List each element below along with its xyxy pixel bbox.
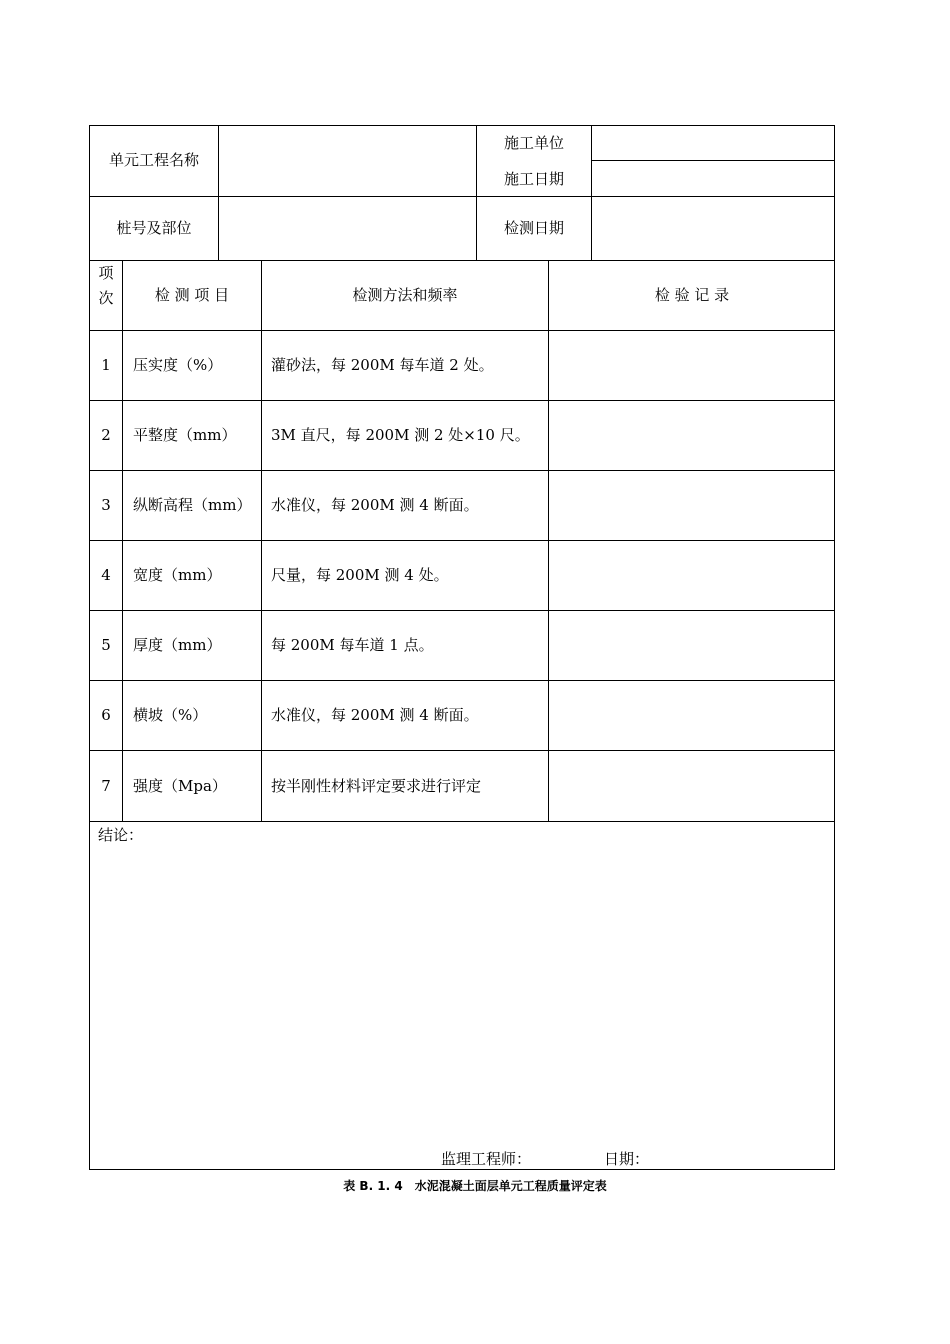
row-3-no: 3 bbox=[101, 496, 111, 514]
row-2-method: 3M 直尺，每 200M 测 2 处×10 尺。 bbox=[271, 426, 530, 444]
row-5-item: 厚度（mm） bbox=[133, 636, 222, 654]
divider-no-col bbox=[122, 260, 123, 821]
row-6-method: 水准仪，每 200M 测 4 断面。 bbox=[271, 706, 479, 724]
divider-row-7 bbox=[89, 821, 835, 822]
unit-name-label: 单元工程名称 bbox=[108, 151, 200, 169]
station-label: 桩号及部位 bbox=[116, 219, 192, 237]
row-7-method: 按半刚性材料评定要求进行评定 bbox=[271, 777, 482, 795]
divider-row-4 bbox=[89, 610, 835, 611]
divider-header-1 bbox=[89, 196, 835, 197]
row-1-no: 1 bbox=[101, 356, 111, 374]
column-header-item: 检 测 项 目 bbox=[154, 286, 230, 304]
row-2-no: 2 bbox=[101, 426, 111, 444]
divider-column-header bbox=[89, 330, 835, 331]
row-7-item: 强度（Mpa） bbox=[133, 777, 227, 795]
divider-row-5 bbox=[89, 680, 835, 681]
row-4-item: 宽度（mm） bbox=[133, 566, 222, 584]
column-header-record: 检 验 记 录 bbox=[654, 286, 730, 304]
divider-method-col bbox=[548, 260, 549, 821]
divider-row-3 bbox=[89, 540, 835, 541]
divider-header-label-col bbox=[218, 125, 219, 260]
row-2-item: 平整度（mm） bbox=[133, 426, 237, 444]
table-caption: 表 B. 1. 4 水泥混凝土面层单元工程质量评定表 bbox=[343, 1179, 607, 1193]
contractor-label: 施工单位 bbox=[503, 134, 565, 152]
row-4-no: 4 bbox=[101, 566, 111, 584]
divider-row-2 bbox=[89, 470, 835, 471]
signoff-date-label: 日期： bbox=[604, 1150, 650, 1168]
row-6-no: 6 bbox=[101, 706, 111, 724]
column-header-method: 检测方法和频率 bbox=[352, 286, 458, 304]
inspection-date-label: 检测日期 bbox=[503, 219, 565, 237]
divider-contractor-date bbox=[591, 160, 835, 161]
row-6-item: 横坡（%） bbox=[133, 706, 208, 724]
row-1-method: 灌砂法，每 200M 每车道 2 处。 bbox=[271, 356, 494, 374]
row-5-no: 5 bbox=[101, 636, 111, 654]
conclusion-label: 结论： bbox=[98, 826, 144, 844]
supervising-engineer-label: 监理工程师： bbox=[441, 1150, 532, 1168]
divider-header-2 bbox=[89, 260, 835, 261]
row-3-method: 水准仪，每 200M 测 4 断面。 bbox=[271, 496, 479, 514]
row-7-no: 7 bbox=[101, 777, 111, 795]
divider-row-1 bbox=[89, 400, 835, 401]
construction-date-label: 施工日期 bbox=[503, 170, 565, 188]
column-header-no-line2: 次 bbox=[98, 289, 114, 307]
row-5-method: 每 200M 每车道 1 点。 bbox=[271, 636, 434, 654]
row-3-item: 纵断高程（mm） bbox=[133, 496, 252, 514]
divider-item-col bbox=[261, 260, 262, 821]
column-header-no-line1: 项 bbox=[98, 264, 114, 282]
divider-header-value-col bbox=[591, 125, 592, 260]
divider-row-6 bbox=[89, 750, 835, 751]
divider-header-mid-col bbox=[476, 125, 477, 260]
row-4-method: 尺量，每 200M 测 4 处。 bbox=[271, 566, 449, 584]
row-1-item: 压实度（%） bbox=[133, 356, 223, 374]
